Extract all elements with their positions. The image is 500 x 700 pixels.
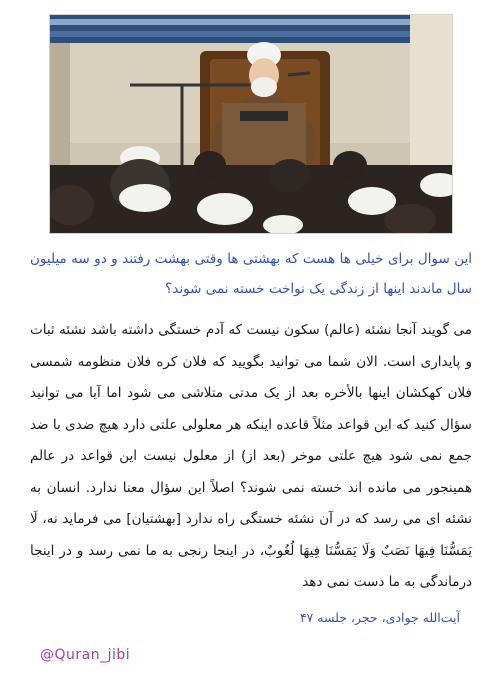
channel-handle[interactable]: @Quran_jibi xyxy=(40,647,131,663)
answer-text: می گویند آنجا نشئه (عالم) سکون نیست که آدم خستگی داشته باشد نشئه ثبات و پایداری است. الان شما می توانید بگویید که فلان کره فلان منظومه شمسی فلان کهکشان اینها بالأخره بعد از یک مدتی متلاشی می شود اما آیا می توانید سؤال کنید که این قواعد مثلاً قاعده اینکه هر معلولی علتی دارد هیچ ضدی با ضد جمع نمی شود هیچ علتی موخر (بعد از) از معلول نیست این قواعد در عالم همینجور می مانده اند خسته نمی شوند؟ اصلاً این سؤال معنا ندارد. انسان به نشئه ای می رسد که در آن نشئه خستگی راه ندارد [بهشتیان] می فرماید نه، لَا یَمَسُّنَا فِیهَا نَصَبٌ وَلَا یَمَسُّنَا فِیهَا لُغُوبٌ، در اینجا رنجی به ما نمی رسد و در اینجا درماندگی به ما دست نمی دهد xyxy=(30,322,472,590)
lecture-photo xyxy=(49,14,453,234)
source-citation: آیت‌الله جوادی، حجر، جلسه ۴۷ xyxy=(299,610,460,625)
lecture-scene-image xyxy=(50,15,452,233)
question-text: این سوال برای خیلی ها هست که بهشتی ها وقتی بهشت رفتند و دو سه میلیون سال ماندند اینها از زندگی یک نواخت خسته نمی شوند؟ xyxy=(30,251,472,297)
